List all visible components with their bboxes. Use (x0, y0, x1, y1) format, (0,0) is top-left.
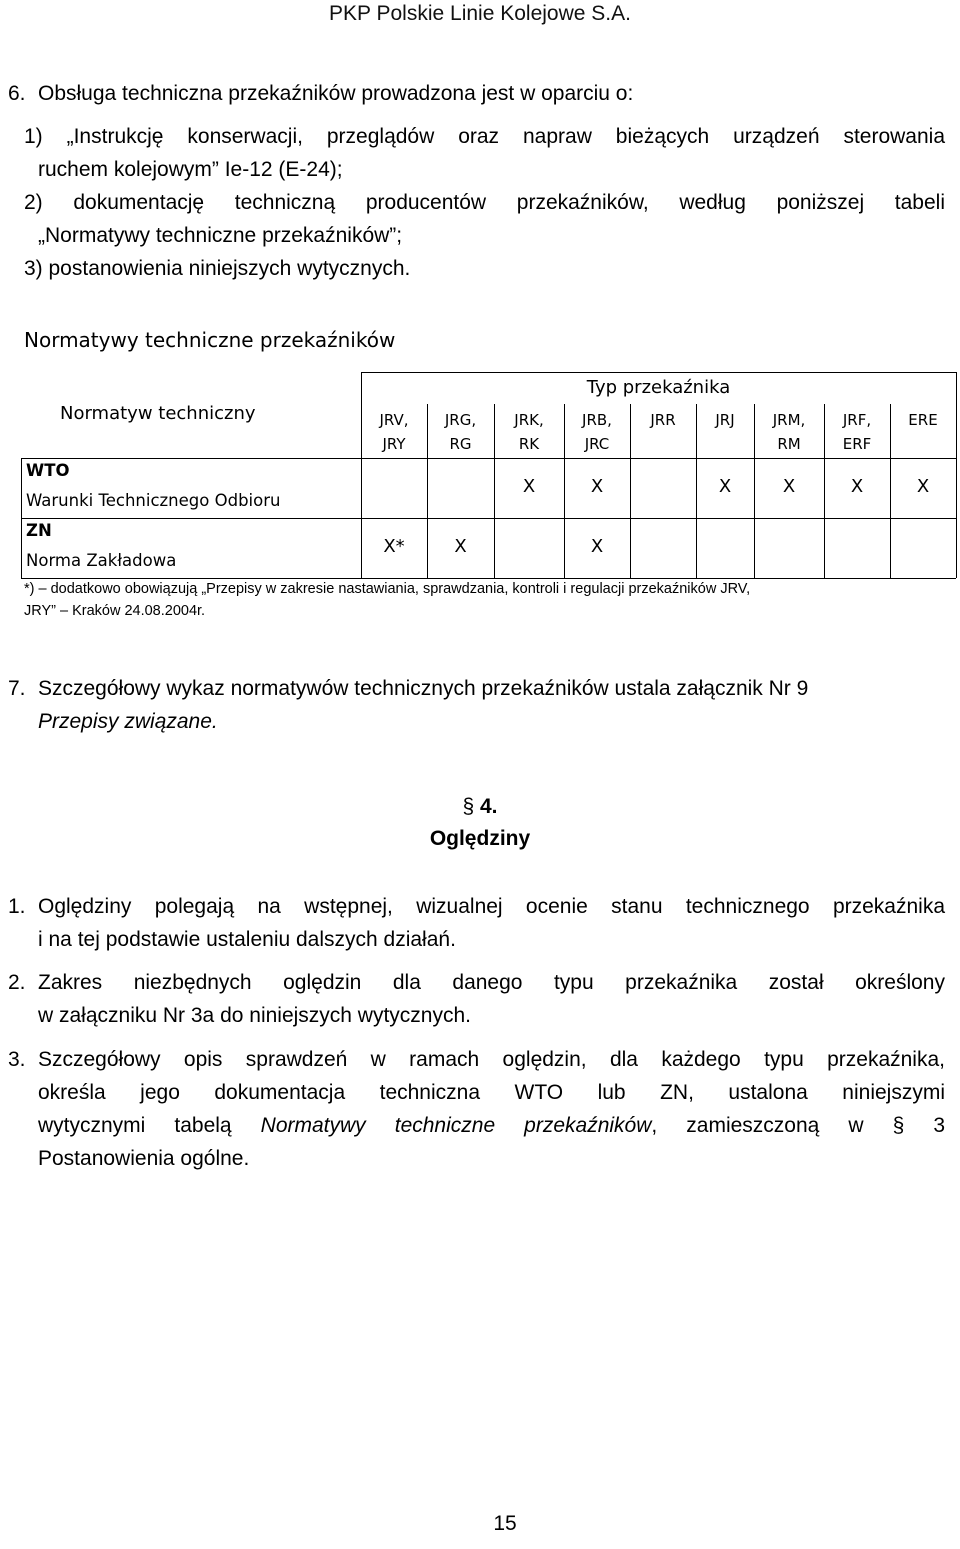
list-item-3: 3) postanowienia niniejszych wytycznych. (24, 257, 411, 280)
table-footnote-line2: JRY” – Kraków 24.08.2004r. (24, 603, 206, 619)
paragraph-7-line1: Szczegółowy wykaz normatywów technicznych przekaźników ustala załącznik Nr 9 (38, 677, 809, 700)
paragraph-7-line2: Przepisy związane. (38, 710, 218, 733)
s3-line2: określa jego dokumentacja techniczna WTO lub ZN, ustalona niniejszymi (38, 1081, 945, 1104)
list-item-2-line2: „Normatywy techniczne przekaźników”; (38, 224, 403, 247)
table-caption: Normatywy techniczne przekaźników (24, 328, 396, 352)
row-name-wto: Warunki Technicznego Odbioru (26, 491, 281, 510)
table-cell: X* (383, 536, 405, 557)
section-num: 4. (480, 795, 498, 818)
table-footnote-line1: *) – dodatkowo obowiązują „Przepisy w zakresie nastawiania, sprawdzania, kontroli i regulacji przekaźników JRV, (24, 581, 751, 597)
table-cell: X (454, 536, 467, 557)
s3-line3: wytycznymi tabelą Normatywy techniczne przekaźników, zamieszczoną w § 3 (38, 1114, 946, 1137)
column-header: ERE (908, 411, 938, 429)
s2-line1: Zakres niezbędnych oględzin dla danego typu przekaźnika został określony (38, 971, 945, 994)
paragraph-text: Obsługa techniczna przekaźników prowadzona jest w oparciu o: (38, 82, 634, 105)
column-header: JRK, RK (514, 411, 544, 453)
document-header: PKP Polskie Linie Kolejowe S.A. (329, 2, 631, 25)
s1-line2: i na tej podstawie ustaleniu dalszych działań. (38, 928, 456, 951)
list-item-1-line2: ruchem kolejowym” Ie-12 (E-24); (38, 158, 343, 181)
section-title: Oględziny (429, 827, 531, 850)
paragraph-number: 7. (8, 677, 26, 700)
column-header: JRR (650, 411, 676, 429)
s3-line4: Postanowienia ogólne. (38, 1147, 250, 1170)
list-item-1-line1: 1) „Instrukcję konserwacji, przeglądów oraz napraw bieżących urządzeń sterowania (24, 125, 945, 148)
s2-line2: w załączniku Nr 3a do niniejszych wytycznych. (38, 1004, 472, 1027)
table-group-label: Typ przekaźnika (586, 377, 731, 398)
table-cell: X (590, 536, 604, 557)
paragraph-number: 3. (8, 1048, 26, 1071)
row-code-wto: WTO (26, 461, 70, 480)
s3-line1: Szczegółowy opis sprawdzeń w ramach oględzin, dla każdego typu przekaźnika, (38, 1048, 945, 1071)
table-cell: X (522, 476, 536, 497)
column-header: JRF, ERF (842, 411, 872, 453)
column-header: JRM, RM (772, 411, 806, 453)
page-number: 15 (493, 1512, 517, 1535)
paragraph-number: 6. (8, 82, 26, 105)
s1-line1: Oględziny polegają na wstępnej, wizualnej ocenie stanu technicznego przekaźnika (38, 895, 945, 918)
row-code-zn: ZN (26, 521, 52, 540)
paragraph-number: 2. (8, 971, 26, 994)
row-name-zn: Norma Zakładowa (26, 551, 177, 570)
table-cell: X (850, 476, 864, 497)
table-cell: X (590, 476, 604, 497)
list-item-2-line1: 2) dokumentację techniczną producentów przekaźników, według poniższej tabeli (24, 191, 945, 214)
paragraph-number: 1. (8, 895, 26, 918)
column-header: JRJ (715, 411, 735, 429)
s3-italic: Normatywy techniczne przekaźników (260, 1114, 652, 1137)
column-header: JRG, RG (444, 411, 477, 453)
table-corner-label: Normatyw techniczny (60, 403, 256, 424)
table-cell: X (718, 476, 732, 497)
table-cell: X (782, 476, 796, 497)
section-number (0, 795, 960, 819)
column-header: JRV, JRY (379, 411, 409, 453)
column-header: JRB, JRC (582, 411, 612, 453)
table-cell: X (916, 476, 930, 497)
section-symbol: § (462, 795, 475, 818)
